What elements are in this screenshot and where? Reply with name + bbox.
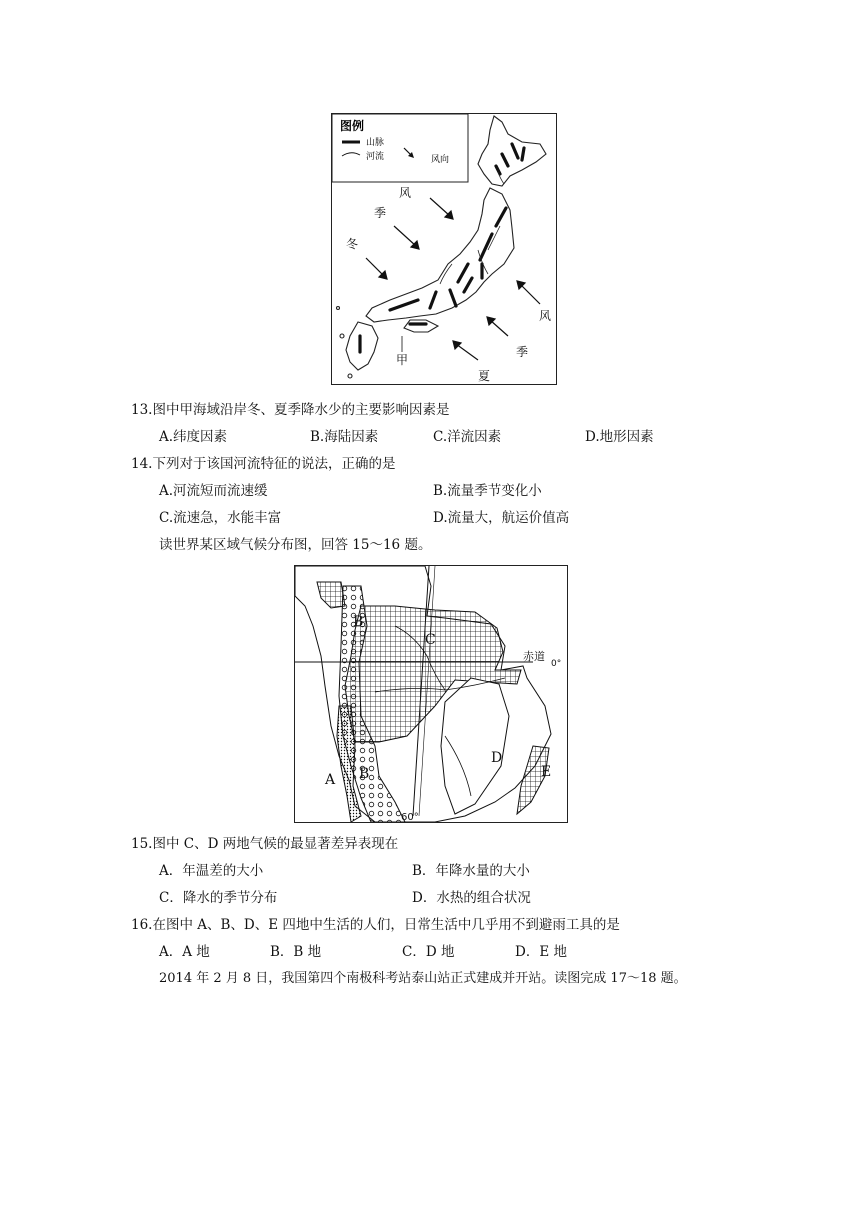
q16-option-b[interactable]: B．B 地 [270,944,322,960]
q13-option-a[interactable]: A.纬度因素 [159,429,228,445]
q14-option-a[interactable]: A.河流短而流速缓 [159,483,268,499]
label-e: E [541,764,552,780]
q14-option-d[interactable]: D.流量大，航运价值高 [433,510,570,526]
summer-wind-char-3: 夏 [478,369,491,383]
winter-wind-char-3: 冬 [346,237,359,251]
winter-wind-char-2: 季 [374,206,387,220]
legend-mountain: 山脉 [366,138,385,148]
longitude-60-label: 60° [401,812,419,822]
summer-wind-char-1: 风 [539,309,552,323]
japan-map-figure [331,113,557,385]
label-a: A [325,772,336,788]
label-d: D [491,750,503,766]
climate-map-figure [294,565,568,823]
q15-option-c[interactable]: C．降水的季节分布 [159,890,278,906]
q13-option-c[interactable]: C.洋流因素 [433,429,502,445]
question-13-stem: 13.图中甲海域沿岸冬、夏季降水少的主要影响因素是 [131,402,450,418]
legend-title: 图例 [340,119,365,133]
q14-option-c[interactable]: C.流速急，水能丰富 [159,510,282,526]
question-14-stem: 14.下列对于该国河流特征的说法，正确的是 [131,456,396,472]
question-16-stem: 16.在图中 A、B、D、E 四地中生活的人们，日常生活中几乎用不到避雨工具的是 [131,917,620,933]
label-b-top: B [353,614,364,630]
sea-label-jia: 甲 [396,353,409,367]
legend-wind: 风向 [431,155,450,165]
q16-option-c[interactable]: C．D 地 [402,944,455,960]
intro-17-18: 2014 年 2 月 8 日，我国第四个南极科考站泰山站正式建成并开站。读图完成 17～18 题。 [159,971,687,986]
winter-wind-char-1: 风 [399,186,412,200]
q15-option-b[interactable]: B．年降水量的大小 [412,863,530,879]
label-b-bottom: B [359,766,370,782]
label-c: C [425,632,436,648]
legend-river: 河流 [366,152,385,162]
q13-option-d[interactable]: D.地形因素 [585,429,654,445]
equator-degree: 0° [551,659,562,669]
question-15-stem: 15.图中 C、D 两地气候的最显著差异表现在 [131,836,399,852]
q15-option-d[interactable]: D．水热的组合状况 [412,890,531,906]
map-legend [332,114,468,182]
summer-wind-char-2: 季 [516,345,529,359]
q16-option-d[interactable]: D．E 地 [515,944,567,960]
q14-option-b[interactable]: B.流量季节变化小 [433,483,542,499]
q16-option-a[interactable]: A．A 地 [159,944,210,960]
equator-label: 赤道 [523,650,545,663]
q13-option-b[interactable]: B.海陆因素 [310,429,379,445]
intro-15-16: 读世界某区域气候分布图，回答 15～16 题。 [159,537,432,553]
q15-option-a[interactable]: A．年温差的大小 [159,863,264,879]
